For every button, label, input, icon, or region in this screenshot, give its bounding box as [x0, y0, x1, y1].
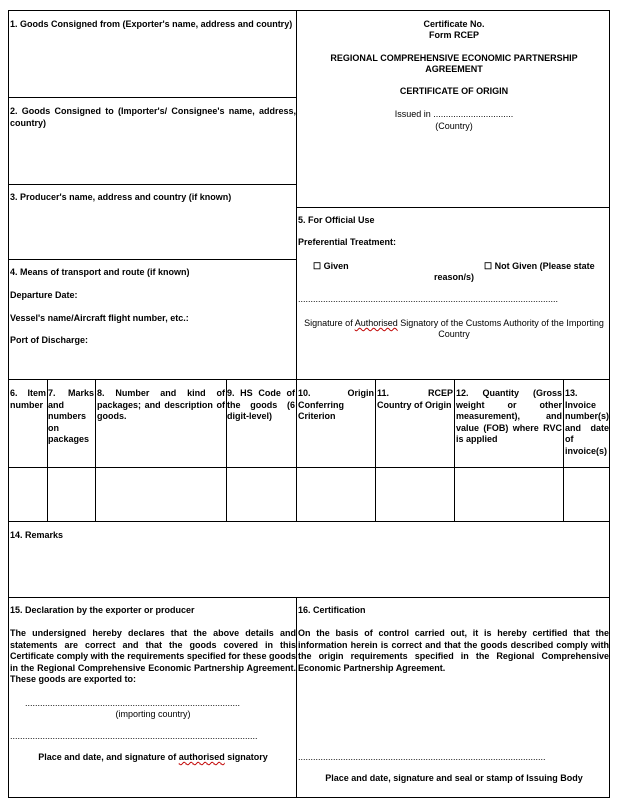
cell-quantity[interactable] [456, 470, 561, 519]
issued-country-caption: (Country) [435, 121, 473, 131]
divider [8, 259, 296, 260]
exporter-field[interactable] [10, 44, 294, 94]
col-invoice: 13. Invoice number(s) and date of invoice(s) [565, 388, 610, 456]
declaration-text: The undersigned hereby declares that the above details and statements are correct and that the goods covered in this Certificate comply with the requirements specified for these goods in the Regional Comprehensive Economic Partnership Agreement. These goods are exported to: [10, 628, 296, 684]
reason-label: reason/s) [434, 272, 475, 282]
col-origin-criterion: 10. Origin Conferring Criterion [298, 388, 374, 421]
col-hs-code: 9. HS Code of the goods (6 digit-level) [227, 388, 295, 421]
importing-country-caption: (importing country) [115, 709, 191, 719]
divider [8, 97, 296, 98]
form-name: Form RCEP [428, 30, 479, 40]
remarks-field[interactable] [10, 545, 608, 595]
preferential-treatment-label: Preferential Treatment: [298, 237, 397, 247]
dotted-line[interactable]: ................................................................................................... [10, 731, 258, 741]
certification-text: On the basis of control carried out, it is hereby certified that the information herein is correct and that the goods described comply with the origin requirements specified in the Regional Comprehensive Economic Partnership Agreement. [298, 628, 609, 673]
customs-signature-caption [298, 318, 610, 330]
cell-item-number[interactable] [10, 470, 45, 519]
divider [375, 379, 376, 521]
cell-marks[interactable] [49, 470, 93, 519]
col-quantity-value: 12. Quantity (Gross weight or other measurement), and value (FOB) where RVC is applied [456, 388, 562, 444]
not-given-checkbox[interactable]: ☐ Not Given (Please state [484, 261, 595, 271]
col-packages-description: 8. Number and kind of packages; and description of goods. [97, 388, 225, 421]
divider [8, 521, 610, 522]
title-line2: AGREEMENT [425, 64, 483, 74]
vessel-label: Vessel's name/Aircraft flight number, etc.: [10, 313, 189, 323]
producer-field[interactable] [10, 206, 294, 256]
cell-rcep-country[interactable] [377, 470, 452, 519]
cell-origin-criterion[interactable] [298, 470, 373, 519]
divider [8, 379, 610, 380]
dotted-line[interactable]: ................................................................................................... [298, 752, 546, 762]
departure-date-label: Departure Date: [10, 290, 78, 300]
importer-field[interactable] [10, 131, 294, 181]
box1-label: 1. Goods Consigned from (Exporter's name, address and country) [10, 19, 293, 29]
divider [296, 597, 297, 798]
col-item-number: 6. Item number [10, 388, 46, 410]
divider [8, 597, 610, 598]
divider [8, 184, 296, 185]
exporter-signature-pre: Place and date, and signature of [38, 752, 179, 762]
exporter-signature-word: authorised [178, 752, 225, 762]
box5-label: 5. For Official Use [298, 215, 375, 225]
given-checkbox[interactable]: ☐ Given [313, 261, 349, 271]
cell-hs-code[interactable] [228, 470, 294, 519]
divider [296, 10, 297, 380]
box15-label: 15. Declaration by the exporter or producer [10, 605, 195, 615]
signature-text-pre: Signature of [304, 318, 355, 328]
divider [563, 379, 564, 521]
dotted-line[interactable]: ...................................................................................... [25, 698, 241, 708]
signature-text-word: Authorised [354, 318, 398, 328]
customs-country-caption: Country [438, 329, 470, 339]
col-marks: 7. Marks and numbers on packages [48, 388, 94, 444]
box3-label: 3. Producer's name, address and country (if known) [10, 192, 232, 202]
certificate-no: Certificate No. [423, 19, 485, 29]
divider [8, 467, 610, 468]
divider [454, 379, 455, 521]
box2-label: 2. Goods Consigned to (Importer's/ Consignee's name, address, country) [10, 106, 296, 128]
title-line1: REGIONAL COMPREHENSIVE ECONOMIC PARTNERSHIP [330, 53, 578, 63]
signature-text-post: Signatory of the Customs Authority of the Importing [397, 318, 604, 328]
exporter-signature-caption [10, 752, 296, 764]
port-discharge-label: Port of Discharge: [10, 335, 89, 345]
cell-invoice[interactable] [565, 470, 608, 519]
box16-label: 16. Certification [298, 605, 366, 615]
divider [296, 207, 610, 208]
col-rcep-country: 11. RCEP Country of Origin [377, 388, 453, 410]
cell-description[interactable] [97, 470, 224, 519]
subtitle: CERTIFICATE OF ORIGIN [399, 86, 509, 96]
box14-label: 14. Remarks [10, 530, 64, 540]
issuing-body-signature-caption: Place and date, signature and seal or stamp of Issuing Body [325, 773, 583, 783]
dotted-line: ........................................................................................................ [298, 294, 559, 304]
divider [296, 379, 297, 521]
divider [95, 379, 96, 521]
issued-in[interactable]: Issued in ................................ [394, 109, 514, 119]
exporter-signature-post: signatory [224, 752, 268, 762]
box4-label: 4. Means of transport and route (if known) [10, 267, 190, 277]
